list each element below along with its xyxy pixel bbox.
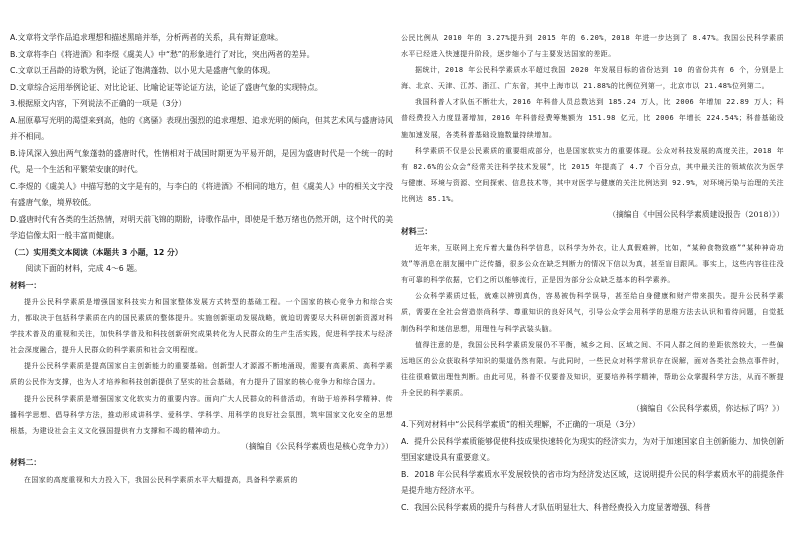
q2-option-d: D.文章综合运用举例论证、对比论证、比喻论证等论证方法，论证了盛唐气象的实现特点。 [10,82,323,92]
right-column [401,30,784,554]
material-three-paragraph: 公众科学素质过低，就难以辨别真伪，容易被伪科学误导，甚至给自身健康和财产带来损失。提升公民科学素质，需要在全社会营造崇尚科学、尊重知识的良好风气，引导公众学会用科学的思维方法去认识和看待问题，自觉抵制伪科学和迷信思想，用理性与科学武装头脑。 [401,292,784,333]
material-three-paragraph: 值得注意的是，我国公民科学素质发展仍不平衡，城乡之间、区域之间、不同人群之间的差距依然较大，一些偏远地区的公众获取科学知识的渠道仍然有限。与此同时，一些民众对科学常识存在误解，面对各类社会热点事件时，往往很难做出理性判断。由此可见，科普不仅要普及知识，更要培养科学精神，帮助公众掌握科学方法，从而不断提升全民的科学素质。 [401,340,784,397]
material-one [10,278,393,488]
q3-option-b: B.诗风深入独出两气象蓬勃的盛唐时代，性情相对于战国时期更为平易开朗，是因为盛唐时代是一个统一的时代，是一个生活和平繁荣安康的时代。 [10,148,393,174]
q3-stem: 3.根据原文内容，下列说法不正确的一项是（3分） [10,99,187,108]
material-two-paragraph: 我国科普人才队伍不断壮大，2016 年科普人员总数达到 185.24 万人，比 2006 年增加 22.89 万人；科普经费投入力度显著增加，2016 年科普经费筹集额为 151.98 亿元，比 2006 年增长 224.54%；科普基础设施加速发展，各类科普基础设施数量持续增加。 [401,98,784,139]
material-three-label: 材料三： [401,226,433,236]
material-two-source: （摘编自《中国公民科学素质建设报告（2018）》） [608,210,784,220]
material-one-label: 材料一： [10,280,42,290]
material-three-paragraph: 近年来，互联网上充斥着大量伪科学信息，以科学为外衣，让人真假难辨，比如，“某种食物致癌”“某种神奇功效”等消息在朋友圈中广泛传播，很多公众在缺乏判断力的情况下信以为真，甚至盲目跟风。事实上，这些内容往往没有可靠的科学依据，它们之所以能够流行，正是因为部分公众缺乏基本的科学素养。 [401,244,784,285]
q2-option-c: C.文章以王昌龄的诗歌为例，论证了饱满蓬勃、以小见大是盛唐气象的体现。 [10,66,276,75]
material-three-source: （摘编自《公民科学素质，你达标了吗？》） [631,403,784,413]
q4-option-b: B．2018 年公民科学素质水平发展较快的省市均为经济发达区域，这说明提升公民的科学素质水平的前提条件是提升地方经济水平。 [401,469,784,496]
material-two-paragraph: 公民比例从 2010 年的 3.27%提升到 2015 年的 6.20%，2018 年进一步达到了 8.47%。我国公民科学素质水平已经进入快速提升阶段，逐步缩小了与主要发达国家的差距。 [401,34,784,59]
material-two-label: 材料二： [10,458,42,468]
material-one-paragraph: 提升公民科学素质是提高国家自主创新能力的重要基础。创新型人才源源不断地涌现，需要有高素质、高科学素质的公民作为支撑，也为人才培养和科技创新提供了坚实的社会基础，有力提升了国家的核心竞争力和综合国力。 [10,362,393,387]
q3-option-a: A.屈原摹写光明的渴望来到高，他的《离骚》表现出强烈的追求理想、追求光明的倾向，但其艺术风与盛唐诗风并不相同。 [10,115,393,141]
material-two-paragraph: 科学素质不仅是公民素质的重要组成部分，也是国家软实力的重要体现。公众对科技发展的高度关注，2018 年有 82.6%的公众会“经常关注科学技术发展”，比 2015 年提高了 4.7 个百分点，其中最关注的领域依次为医学与健康、环境与资源、空间探索、信息技术等，其中对医学与健康的关注比例达到 92.9%，对环境污染与治理的关注比例达 85.1%。 [401,146,784,203]
section-instruction: 阅读下面的材料，完成 4～6 题。 [25,264,142,273]
q2-option-b: B.文章将李白《将进酒》和李煜《虞美人》中“愁”的形象进行了对比，突出两者的差异。 [10,49,315,59]
q2-option-a: A.文章将文学作品追求理想和描述黑暗并举，分析两者的关系，具有辩证意味。 [10,33,283,42]
q4-stem: 4.下列对材料中“公民科学素质”的相关理解，不正确的一项是（3分） [401,420,640,430]
q4-option-a: A．提升公民科学素质能够促使科技成果快速转化为现实的经济实力，为对于加速国家自主创新能力、加快创新型国家建设具有重要意义。 [401,436,784,463]
q3-option-d: D.盛唐时代有各类的生活热情，对明天前飞锦的期盼，诗歌作品中，即使是千愁万绪也仍然开朗，这个时代的美学追信像太阳一般丰富而健康。 [10,214,393,240]
material-two-paragraph: 据统计，2018 年公民科学素质水平超过我国 2020 年发展目标的省份达到 10 的省份共有 6 个，分别是上海、北京、天津、江苏、浙江、广东省，其中上海市以 21.88%的比例位列第一，北京市以 21.48%位列第二。 [401,66,784,91]
q3-option-c: C.李煜的《虞美人》中描写愁的文字是有的，与李白的《将进酒》不相同的地方，但《虞美人》中的相关文字没有盛唐气象，境界较低。 [10,181,393,207]
section-heading: （二）实用类文本阅读（本题共 3 小题，12 分） [10,247,183,257]
q4-option-c: C．我国公民科学素质的提升与科普人才队伍明显壮大、科普经费投入力度显著增强、科普 [401,502,711,512]
material-two-continued [401,30,784,401]
material-one-source: （摘编自《公民科学素质也是核心竞争力》） [240,441,393,451]
material-one-paragraph: 提升公民科学素质是增强国家科技实力和国家整体发展方式转型的基础工程。一个国家的核心竞争力和综合实力，都取决于包括科学素质在内的国民素质的整体提升。实施创新驱动发展战略，就迫切需要尽大科研创新资源对科学技术普及的重视和关注，加快科学普及和科技创新研究成果转化为人民群众的生产生活实践，促进科学技术与经济社会深度融合，提升人民群众的科学素质和社会文明程度。 [10,298,393,355]
material-one-paragraph: 提升公民科学素质是增强国家文化软实力的重要内容。面向广大人民群众的科普活动，有助于培养科学精神、传播科学思想、倡导科学方法，推动形成讲科学、爱科学、学科学、用科学的良好社会氛围，筑牢国家文化安全的思想根基，为建设社会主义文化强国提供有力支撑和不竭的精神动力。 [10,394,393,435]
material-two-paragraph: 在国家的高度重视和大力投入下，我国公民科学素质水平大幅提高，具备科学素质的 [24,475,298,484]
left-column [10,30,393,554]
